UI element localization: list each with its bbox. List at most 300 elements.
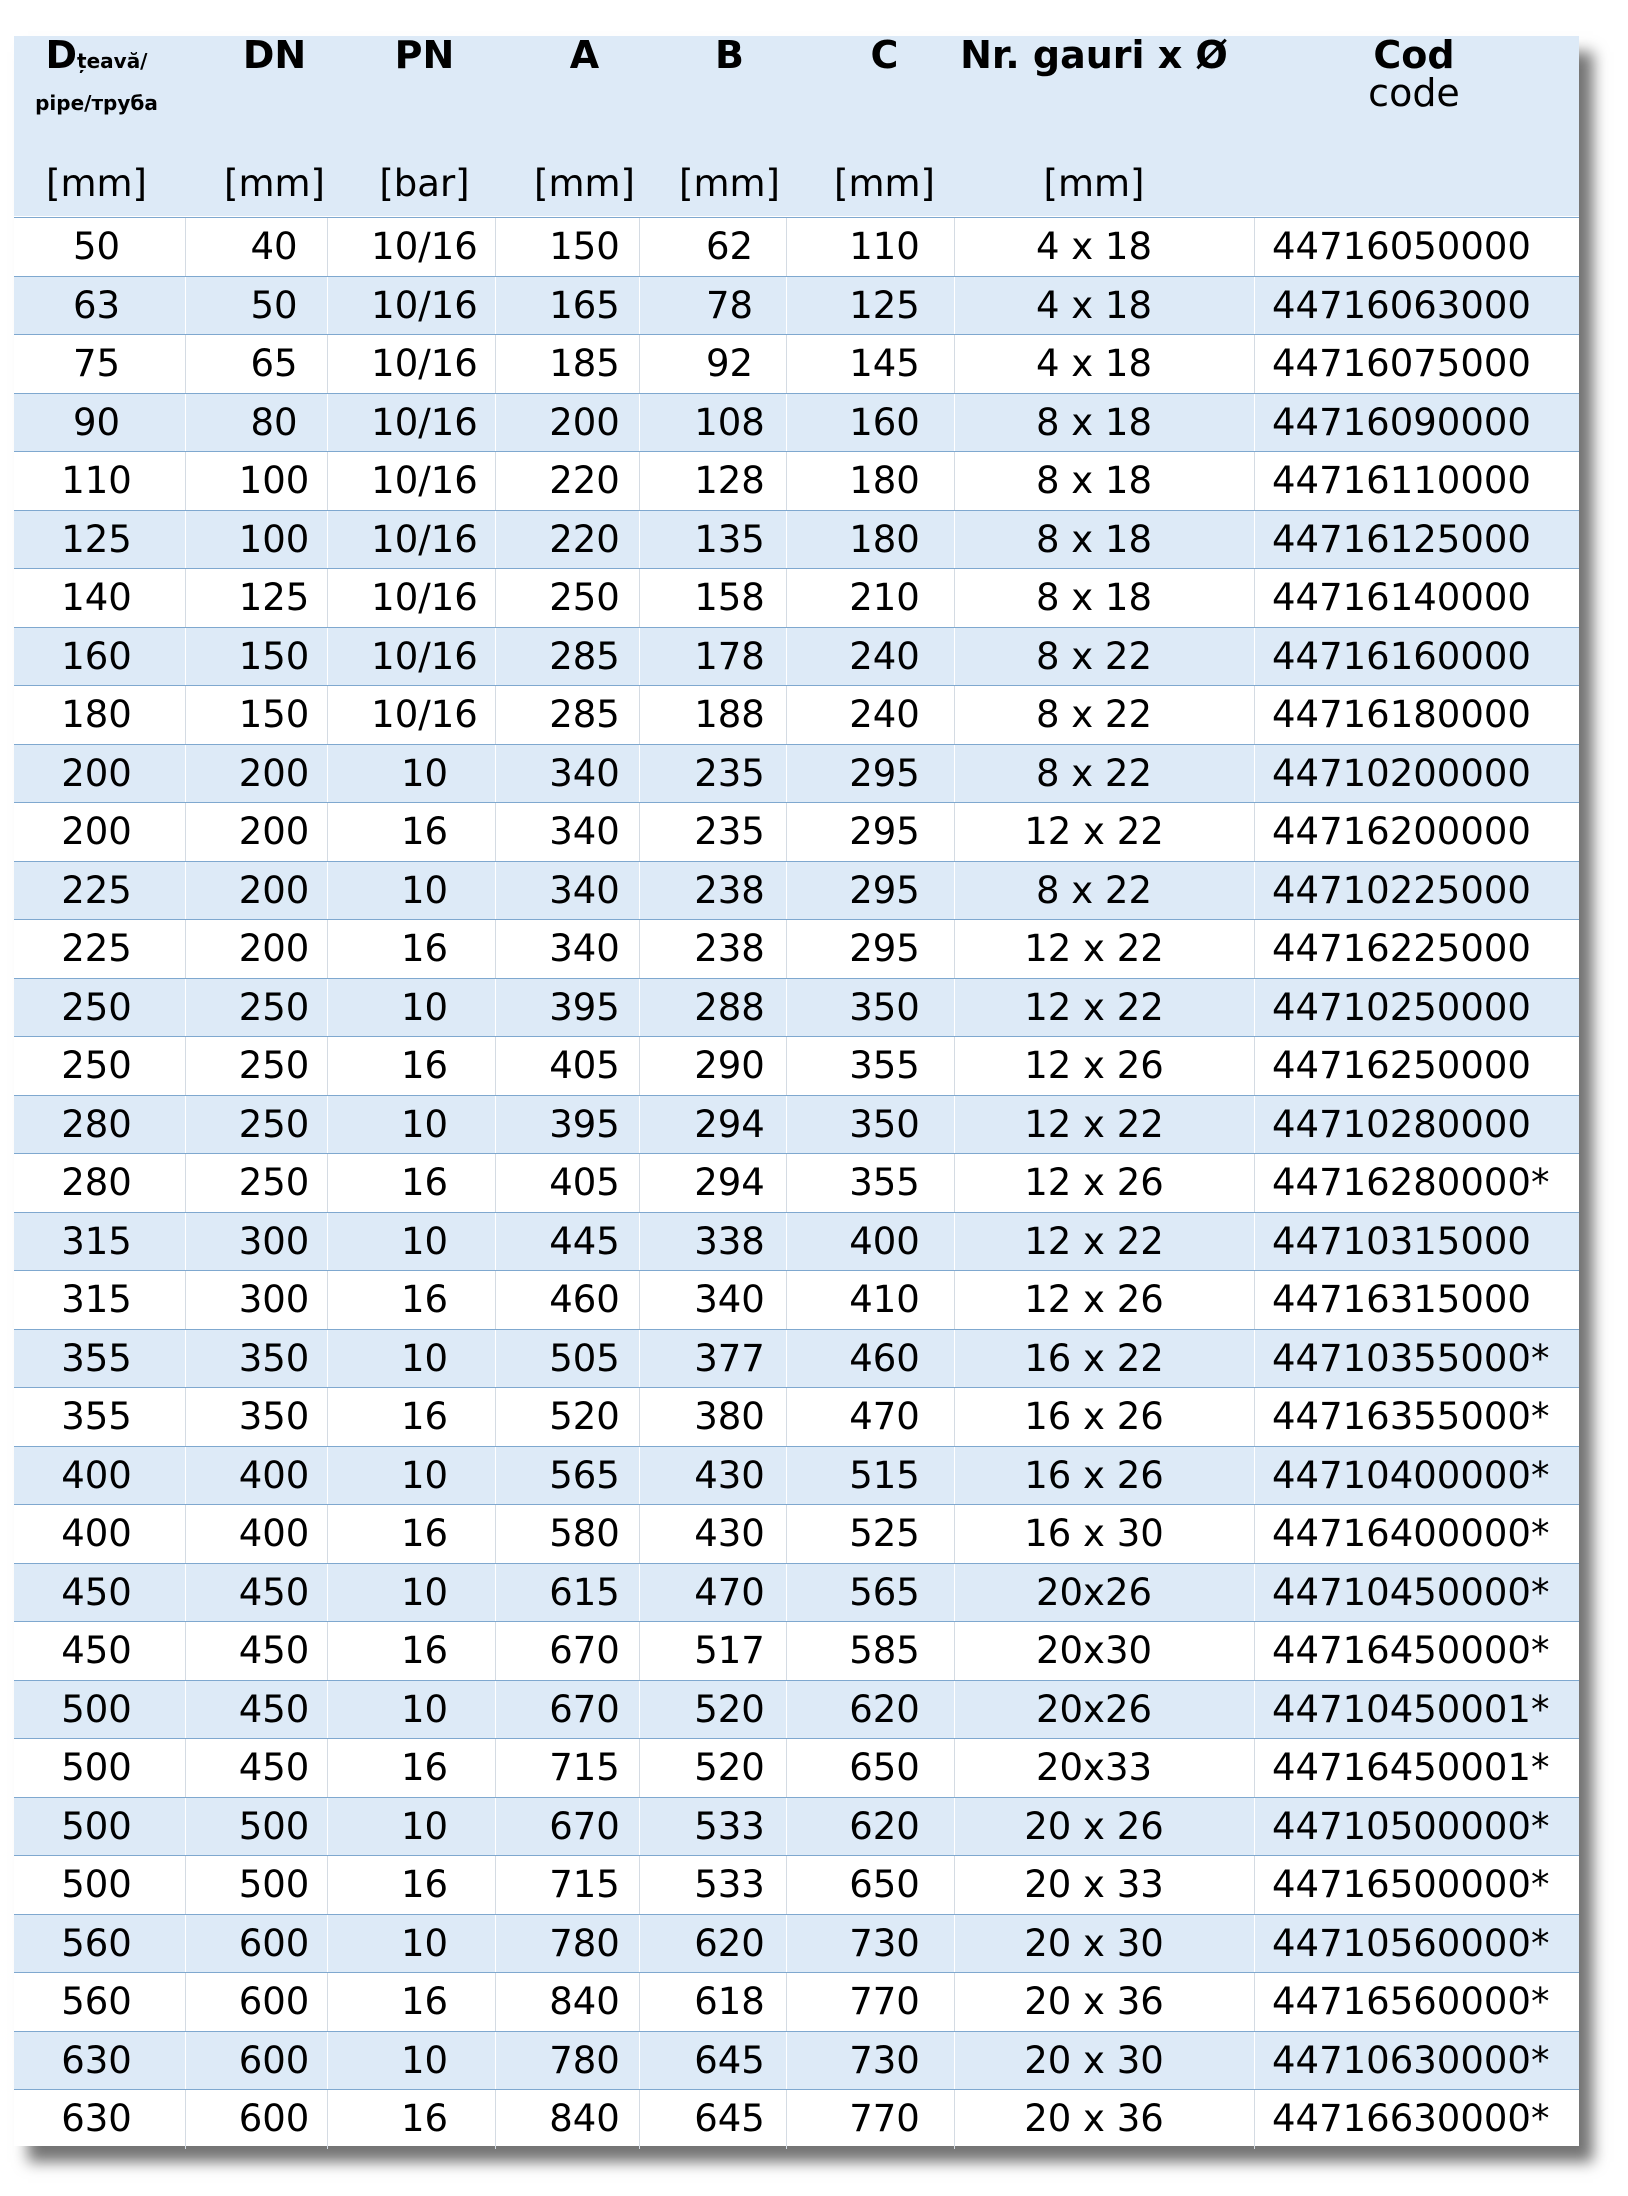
table-row xyxy=(14,1153,1579,1212)
cell-b: 135 xyxy=(694,517,765,561)
column-divider xyxy=(185,452,186,511)
unit-a: [mm] xyxy=(534,162,635,205)
cell-holes: 12 x 22 xyxy=(1024,927,1164,970)
column-divider xyxy=(185,394,186,453)
cell-dn: 250 xyxy=(238,985,310,1029)
cell-b: 520 xyxy=(694,1687,765,1731)
cell-dn: 450 xyxy=(238,1746,310,1789)
cell-c: 180 xyxy=(849,459,920,502)
cell-pn: 10 xyxy=(400,868,449,912)
cell-a: 715 xyxy=(549,1746,620,1789)
cell-pn: 16 xyxy=(400,1629,449,1672)
cell-holes: 20x33 xyxy=(1035,1746,1153,1789)
header-d-label: D xyxy=(45,33,78,77)
cell-pipe-d: 560 xyxy=(61,1980,132,2023)
cell-pn: 10/16 xyxy=(371,342,478,385)
unit-d: [mm] xyxy=(46,162,147,205)
table-row xyxy=(14,1621,1579,1680)
table-row xyxy=(14,1212,1579,1271)
cell-pn: 16 xyxy=(400,1512,449,1555)
column-divider xyxy=(185,335,186,394)
cell-pn: 10/16 xyxy=(371,400,478,444)
column-divider xyxy=(185,1505,186,1564)
cell-a: 405 xyxy=(549,1161,620,1204)
cell-c: 125 xyxy=(849,283,920,327)
cell-c: 650 xyxy=(849,1863,920,1906)
cell-pipe-d: 50 xyxy=(72,225,121,268)
column-divider xyxy=(185,277,186,336)
cell-pn: 16 xyxy=(400,927,449,970)
cell-pn: 16 xyxy=(400,1863,449,1906)
cell-code: 44710250000 xyxy=(1272,985,1531,1029)
column-divider xyxy=(1254,2090,1255,2149)
column-divider xyxy=(185,1037,186,1096)
cell-pn: 10 xyxy=(400,1219,449,1263)
cell-pipe-d: 400 xyxy=(61,1512,132,1555)
cell-c: 240 xyxy=(849,634,920,678)
cell-a: 250 xyxy=(549,576,620,619)
cell-holes: 20x30 xyxy=(1035,1629,1153,1672)
column-divider xyxy=(185,1447,186,1506)
cell-dn: 400 xyxy=(238,1453,310,1497)
column-divider xyxy=(1254,1915,1255,1974)
cell-dn: 100 xyxy=(238,517,310,561)
cell-dn: 200 xyxy=(238,751,310,795)
cell-pn: 10/16 xyxy=(371,225,478,268)
cell-c: 355 xyxy=(849,1044,920,1087)
cell-dn: 450 xyxy=(238,1629,310,1672)
column-divider xyxy=(185,862,186,921)
cell-b: 288 xyxy=(694,985,765,1029)
cell-a: 395 xyxy=(549,1102,620,1146)
header-code-label: code xyxy=(1368,71,1460,115)
cell-pn: 16 xyxy=(400,810,449,853)
cell-code: 44710315000 xyxy=(1272,1219,1531,1263)
cell-dn: 400 xyxy=(238,1512,310,1555)
column-divider xyxy=(185,1856,186,1915)
cell-holes: 8 x 22 xyxy=(1035,751,1153,795)
cell-pipe-d: 500 xyxy=(61,1687,132,1731)
cell-pn: 10 xyxy=(400,1921,449,1965)
cell-c: 295 xyxy=(849,927,920,970)
column-divider xyxy=(185,1681,186,1740)
cell-code: 44710225000 xyxy=(1272,868,1531,912)
column-divider xyxy=(185,2032,186,2091)
cell-dn: 600 xyxy=(238,2097,310,2140)
header-b: B xyxy=(715,33,744,77)
table-row xyxy=(14,276,1579,335)
header-d-subscript: țeavă/ xyxy=(77,49,148,73)
table-row xyxy=(14,1563,1579,1622)
cell-dn: 350 xyxy=(238,1336,310,1380)
cell-pn: 16 xyxy=(400,1980,449,2023)
cell-a: 165 xyxy=(549,283,620,327)
cell-code: 44710500000* xyxy=(1272,1804,1550,1848)
column-divider xyxy=(1254,1622,1255,1681)
cell-b: 430 xyxy=(694,1453,765,1497)
column-divider xyxy=(1254,686,1255,745)
cell-code: 44716125000 xyxy=(1272,517,1531,561)
cell-c: 240 xyxy=(849,693,920,736)
cell-b: 78 xyxy=(705,283,754,327)
cell-holes: 8 x 18 xyxy=(1035,459,1153,502)
cell-b: 158 xyxy=(694,576,765,619)
cell-dn: 125 xyxy=(238,576,310,619)
cell-a: 565 xyxy=(549,1453,620,1497)
cell-b: 235 xyxy=(694,810,765,853)
column-divider xyxy=(1254,335,1255,394)
column-divider xyxy=(185,218,186,277)
cell-dn: 450 xyxy=(238,1570,310,1614)
cell-c: 730 xyxy=(849,2038,920,2082)
cell-c: 770 xyxy=(849,2097,920,2140)
cell-dn: 250 xyxy=(238,1102,310,1146)
cell-pn: 16 xyxy=(400,1044,449,1087)
cell-a: 780 xyxy=(549,2038,620,2082)
cell-code: 44716140000 xyxy=(1272,576,1531,619)
cell-code: 44710400000* xyxy=(1272,1453,1550,1497)
cell-c: 410 xyxy=(849,1278,920,1321)
cell-a: 220 xyxy=(549,517,620,561)
cell-holes: 12 x 22 xyxy=(1024,985,1164,1029)
column-divider xyxy=(1254,1973,1255,2032)
cell-holes: 12 x 22 xyxy=(1024,810,1164,853)
column-divider xyxy=(185,745,186,804)
cell-a: 340 xyxy=(549,751,620,795)
cell-pipe-d: 280 xyxy=(61,1161,132,1204)
cell-a: 780 xyxy=(549,1921,620,1965)
cell-pipe-d: 500 xyxy=(61,1746,132,1789)
cell-b: 178 xyxy=(694,634,765,678)
column-divider xyxy=(1254,1096,1255,1155)
column-divider xyxy=(1254,1798,1255,1857)
cell-pn: 10/16 xyxy=(371,634,478,678)
cell-a: 615 xyxy=(549,1570,620,1614)
cell-holes: 12 x 26 xyxy=(1024,1044,1164,1087)
cell-code: 44716450000* xyxy=(1272,1629,1550,1672)
cell-b: 380 xyxy=(694,1395,765,1438)
cell-pipe-d: 140 xyxy=(61,576,132,619)
cell-b: 188 xyxy=(694,693,765,736)
cell-b: 517 xyxy=(694,1629,765,1672)
cell-pipe-d: 450 xyxy=(61,1570,132,1614)
column-divider xyxy=(185,628,186,687)
cell-a: 150 xyxy=(549,225,620,268)
cell-a: 520 xyxy=(549,1395,620,1438)
cell-b: 62 xyxy=(705,225,754,268)
column-divider xyxy=(1254,1856,1255,1915)
cell-dn: 150 xyxy=(238,634,310,678)
cell-code: 44716400000* xyxy=(1272,1512,1550,1555)
cell-dn: 100 xyxy=(238,459,310,502)
cell-c: 730 xyxy=(849,1921,920,1965)
unit-pn: [bar] xyxy=(379,162,470,205)
cell-b: 645 xyxy=(694,2097,765,2140)
flange-dimensions-table xyxy=(14,33,1579,2146)
table-row xyxy=(14,1680,1579,1739)
column-divider xyxy=(1254,1037,1255,1096)
column-divider xyxy=(1254,920,1255,979)
cell-b: 235 xyxy=(694,751,765,795)
cell-a: 460 xyxy=(549,1278,620,1321)
column-divider xyxy=(1254,277,1255,336)
cell-a: 670 xyxy=(549,1687,620,1731)
cell-pipe-d: 630 xyxy=(61,2038,132,2082)
cell-b: 533 xyxy=(694,1863,765,1906)
column-divider xyxy=(185,1564,186,1623)
cell-code: 44716560000* xyxy=(1272,1980,1550,2023)
cell-pipe-d: 355 xyxy=(61,1336,132,1380)
cell-pn: 10 xyxy=(400,1804,449,1848)
cell-a: 340 xyxy=(549,927,620,970)
cell-pipe-d: 250 xyxy=(61,985,132,1029)
unit-b: [mm] xyxy=(679,162,780,205)
cell-a: 505 xyxy=(549,1336,620,1380)
cell-a: 580 xyxy=(549,1512,620,1555)
cell-a: 395 xyxy=(549,985,620,1029)
cell-a: 715 xyxy=(549,1863,620,1906)
cell-pipe-d: 125 xyxy=(61,517,132,561)
cell-code: 44710560000* xyxy=(1272,1921,1550,1965)
cell-c: 295 xyxy=(849,810,920,853)
column-divider xyxy=(185,1622,186,1681)
cell-code: 44710280000 xyxy=(1272,1102,1531,1146)
cell-pn: 10/16 xyxy=(371,283,478,327)
column-divider xyxy=(1254,1388,1255,1447)
cell-holes: 20 x 30 xyxy=(1024,1921,1164,1965)
cell-a: 340 xyxy=(549,810,620,853)
cell-a: 285 xyxy=(549,693,620,736)
column-divider xyxy=(1254,979,1255,1038)
cell-pn: 10 xyxy=(400,751,449,795)
cell-code: 44710450001* xyxy=(1272,1687,1550,1731)
table-row xyxy=(14,568,1579,627)
cell-pipe-d: 560 xyxy=(61,1921,132,1965)
cell-pipe-d: 90 xyxy=(72,400,121,444)
cell-code: 44716160000 xyxy=(1272,634,1531,678)
cell-c: 470 xyxy=(849,1395,920,1438)
cell-dn: 200 xyxy=(238,868,310,912)
column-divider xyxy=(1254,1213,1255,1272)
cell-code: 44716500000* xyxy=(1272,1863,1550,1906)
cell-c: 525 xyxy=(849,1512,920,1555)
cell-code: 44716200000 xyxy=(1272,810,1531,853)
column-divider xyxy=(185,1973,186,2032)
table-row xyxy=(14,1095,1579,1154)
unit-c: [mm] xyxy=(834,162,935,205)
column-divider xyxy=(185,569,186,628)
cell-c: 515 xyxy=(849,1453,920,1497)
cell-code: 44716075000 xyxy=(1272,342,1531,385)
header-d-subtitle: pipe/труба xyxy=(35,91,158,115)
column-divider xyxy=(1254,1447,1255,1506)
cell-pipe-d: 63 xyxy=(72,283,121,327)
cell-c: 460 xyxy=(849,1336,920,1380)
cell-holes: 8 x 22 xyxy=(1035,693,1153,736)
cell-dn: 200 xyxy=(238,927,310,970)
cell-pipe-d: 200 xyxy=(61,810,132,853)
cell-c: 650 xyxy=(849,1746,920,1789)
cell-dn: 80 xyxy=(250,400,298,444)
table-row xyxy=(14,978,1579,1037)
cell-c: 210 xyxy=(849,576,920,619)
cell-pipe-d: 450 xyxy=(61,1629,132,1672)
column-divider xyxy=(1254,452,1255,511)
table-header xyxy=(14,33,1579,216)
cell-b: 290 xyxy=(694,1044,765,1087)
table-row xyxy=(14,1738,1579,1797)
cell-code: 44716110000 xyxy=(1272,459,1531,502)
table-row xyxy=(14,1797,1579,1856)
cell-code: 44710630000* xyxy=(1272,2038,1550,2082)
cell-dn: 200 xyxy=(238,810,310,853)
cell-a: 220 xyxy=(549,459,620,502)
cell-dn: 450 xyxy=(238,1687,310,1731)
cell-pipe-d: 180 xyxy=(61,693,132,736)
column-divider xyxy=(185,686,186,745)
cell-holes: 4 x 18 xyxy=(1035,225,1153,268)
cell-holes: 16 x 26 xyxy=(1024,1453,1164,1497)
column-divider xyxy=(185,1213,186,1272)
column-divider xyxy=(1254,803,1255,862)
cell-pn: 10/16 xyxy=(371,693,478,736)
cell-c: 400 xyxy=(849,1219,920,1263)
cell-pn: 16 xyxy=(400,1395,449,1438)
table-row xyxy=(14,627,1579,686)
unit-dn: [mm] xyxy=(224,162,325,205)
table-row xyxy=(14,1270,1579,1329)
cell-code: 44710355000* xyxy=(1272,1336,1550,1380)
column-divider xyxy=(185,1915,186,1974)
cell-c: 350 xyxy=(849,985,920,1029)
cell-holes: 16 x 26 xyxy=(1024,1395,1164,1438)
column-divider xyxy=(1254,218,1255,277)
cell-code: 44716315000 xyxy=(1272,1278,1531,1321)
cell-holes: 20 x 26 xyxy=(1024,1804,1164,1848)
cell-b: 238 xyxy=(694,868,765,912)
cell-a: 185 xyxy=(549,342,620,385)
cell-holes: 12 x 26 xyxy=(1024,1278,1164,1321)
table-row xyxy=(14,217,1579,276)
cell-holes: 8 x 18 xyxy=(1035,400,1153,444)
cell-holes: 8 x 18 xyxy=(1035,576,1153,619)
cell-pn: 10/16 xyxy=(371,459,478,502)
table-row xyxy=(14,2031,1579,2090)
cell-b: 294 xyxy=(694,1161,765,1204)
column-divider xyxy=(1254,511,1255,570)
cell-b: 340 xyxy=(694,1278,765,1321)
cell-a: 340 xyxy=(549,868,620,912)
column-divider xyxy=(1254,1330,1255,1389)
cell-holes: 12 x 22 xyxy=(1024,1219,1164,1263)
cell-pn: 10 xyxy=(400,2038,449,2082)
cell-c: 355 xyxy=(849,1161,920,1204)
cell-b: 108 xyxy=(694,400,765,444)
cell-dn: 350 xyxy=(238,1395,310,1438)
cell-b: 470 xyxy=(694,1570,765,1614)
table-row xyxy=(14,744,1579,803)
column-divider xyxy=(185,920,186,979)
column-divider xyxy=(185,1271,186,1330)
header-dn: DN xyxy=(242,33,307,77)
cell-c: 770 xyxy=(849,1980,920,2023)
cell-pn: 16 xyxy=(400,2097,449,2140)
cell-c: 295 xyxy=(849,751,920,795)
header-holes: Nr. gauri x Ø xyxy=(960,33,1228,77)
table-row xyxy=(14,2089,1579,2148)
cell-pn: 16 xyxy=(400,1278,449,1321)
cell-b: 92 xyxy=(705,342,754,385)
cell-b: 377 xyxy=(694,1336,765,1380)
cell-code: 44716630000* xyxy=(1272,2097,1550,2140)
cell-pn: 10 xyxy=(400,985,449,1029)
cell-code: 44716355000* xyxy=(1272,1395,1550,1438)
cell-pn: 10 xyxy=(400,1453,449,1497)
table-body xyxy=(14,217,1579,2148)
cell-b: 128 xyxy=(694,459,765,502)
cell-pn: 16 xyxy=(400,1161,449,1204)
cell-pn: 10 xyxy=(400,1102,449,1146)
column-divider xyxy=(1254,2032,1255,2091)
cell-dn: 500 xyxy=(238,1804,310,1848)
cell-code: 44716063000 xyxy=(1272,283,1531,327)
cell-pipe-d: 355 xyxy=(61,1395,132,1438)
cell-a: 405 xyxy=(549,1044,620,1087)
column-divider xyxy=(1254,745,1255,804)
column-divider xyxy=(1254,1739,1255,1798)
table-row xyxy=(14,802,1579,861)
cell-holes: 4 x 18 xyxy=(1035,283,1153,327)
table-row xyxy=(14,1504,1579,1563)
cell-dn: 500 xyxy=(238,1863,310,1906)
cell-code: 44710450000* xyxy=(1272,1570,1550,1614)
cell-pipe-d: 315 xyxy=(61,1278,132,1321)
table-row xyxy=(14,1446,1579,1505)
cell-pn: 10/16 xyxy=(371,517,478,561)
cell-pipe-d: 400 xyxy=(61,1453,132,1497)
cell-a: 285 xyxy=(549,634,620,678)
cell-code: 44716180000 xyxy=(1272,693,1531,736)
table-row xyxy=(14,1036,1579,1095)
column-divider xyxy=(185,1739,186,1798)
cell-holes: 12 x 26 xyxy=(1024,1161,1164,1204)
cell-pipe-d: 225 xyxy=(61,927,132,970)
cell-holes: 16 x 22 xyxy=(1024,1336,1164,1380)
cell-dn: 300 xyxy=(238,1219,310,1263)
cell-dn: 65 xyxy=(250,342,298,385)
cell-c: 565 xyxy=(849,1570,920,1614)
cell-c: 350 xyxy=(849,1102,920,1146)
cell-pn: 10 xyxy=(400,1687,449,1731)
cell-c: 110 xyxy=(849,225,920,268)
cell-holes: 20 x 36 xyxy=(1024,1980,1164,2023)
cell-pipe-d: 160 xyxy=(61,634,132,678)
cell-pipe-d: 75 xyxy=(72,342,121,385)
cell-holes: 12 x 22 xyxy=(1024,1102,1164,1146)
table-row xyxy=(14,1329,1579,1388)
table-row xyxy=(14,1387,1579,1446)
table-row xyxy=(14,1914,1579,1973)
cell-dn: 150 xyxy=(238,693,310,736)
table-row xyxy=(14,1972,1579,2031)
unit-holes: [mm] xyxy=(1043,162,1145,205)
cell-c: 585 xyxy=(849,1629,920,1672)
column-divider xyxy=(1254,1271,1255,1330)
cell-pipe-d: 110 xyxy=(61,459,132,502)
table-row xyxy=(14,919,1579,978)
table-row xyxy=(14,861,1579,920)
header-c: C xyxy=(870,33,899,77)
